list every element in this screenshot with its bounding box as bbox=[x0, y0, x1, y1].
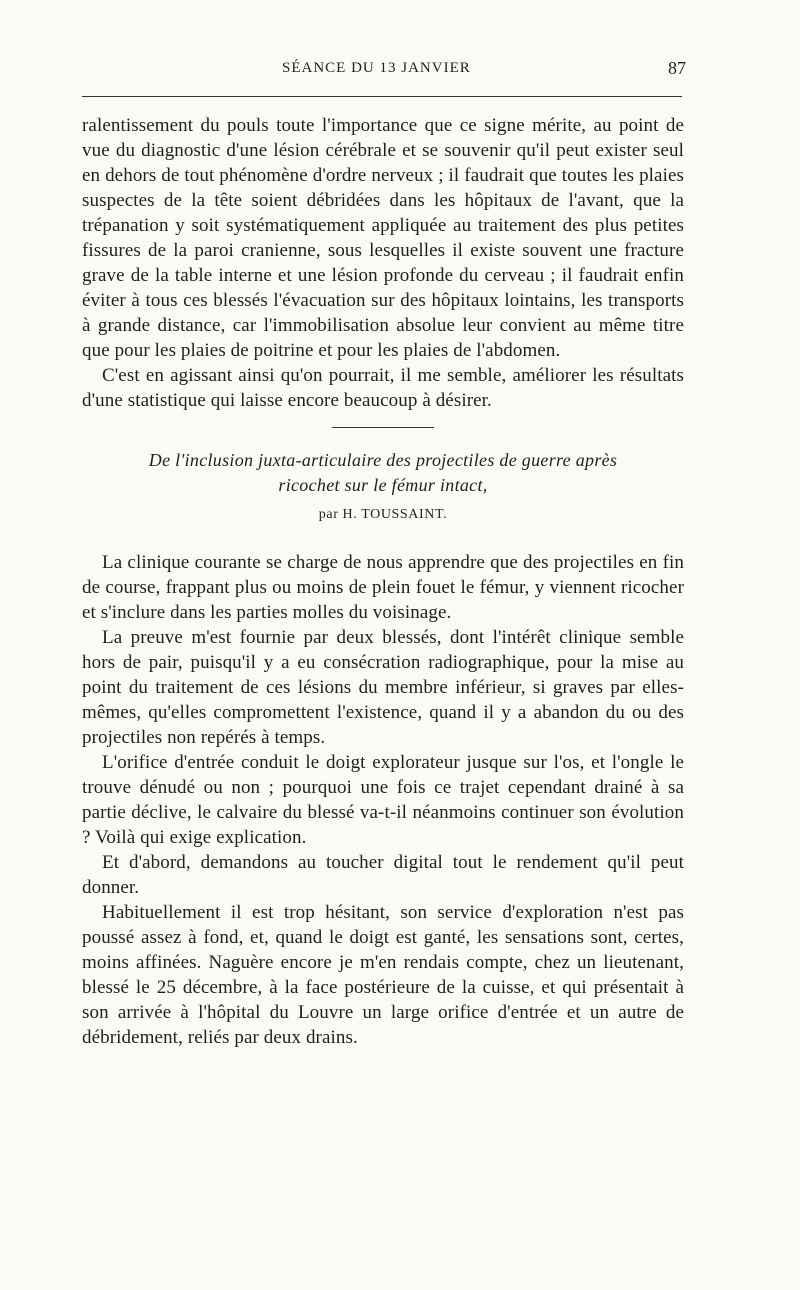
running-head bbox=[82, 58, 686, 86]
article-title-line-2: ricochet sur le fémur intact, bbox=[278, 475, 488, 495]
continued-paragraph: ralentissement du pouls toute l'importance que ce signe mérite, au point de vue du diagnostic d'une lésion cérébrale et se souvenir qu'il peut exister seul en dehors de tout phénomène d'ordre nerveux ; il faudrait que toutes les plaies suspectes de la tête soient débridées dans les hôpitaux de l'avant, que la trépanation y soit systématiquement appliquée au traitement des plus petites fissures de la paroi cranienne, sous lesquelles il existe souvent une fracture grave de la table interne et une lésion profonde du cerveau ; il faudrait enfin éviter à tous ces blessés l'évacuation sur des hôpitaux lointains, les transports à grande distance, car l'immobilisation absolue leur convient au même titre que pour les plaies de poitrine et pour les plaies de l'abdomen. bbox=[82, 115, 684, 361]
article-byline: par H. TOUSSAINT. bbox=[318, 507, 448, 522]
article-title bbox=[82, 448, 684, 498]
page-number: 87 bbox=[668, 58, 686, 78]
article-paragraph: La clinique courante se charge de nous apprendre que des projectiles en fin de course, frappant plus ou moins de plein fouet le fémur, y viennent ricocher et s'inclure dans les parties molles du voisinage. bbox=[82, 552, 684, 623]
article-title-line-1: De l'inclusion juxta-articulaire des projectiles de guerre après bbox=[148, 450, 618, 470]
header-rule bbox=[82, 96, 682, 97]
article-paragraph: La preuve m'est fournie par deux blessés, dont l'intérêt clinique semble hors de pair, puisqu'il y a eu consécration radiographique, pour la mise au point du traitement de ces lésions du membre inférieur, si graves par elles-mêmes, qu'elles compromettent l'existence, quand il y a abandon du ou des projectiles non repérés à temps. bbox=[82, 627, 684, 748]
section-divider bbox=[332, 427, 434, 428]
article-paragraph: Et d'abord, demandons au toucher digital tout le rendement qu'il peut donner. bbox=[82, 852, 684, 898]
running-title: SÉANCE DU 13 JANVIER bbox=[282, 60, 471, 76]
closing-paragraph: C'est en agissant ainsi qu'on pourrait, il me semble, améliorer les résultats d'une statistique qui laisse encore beaucoup à désirer. bbox=[82, 365, 684, 411]
article-paragraph: Habituellement il est trop hésitant, son service d'exploration n'est pas poussé assez à fond, et, quand le doigt est ganté, les sensations sont, certes, moins affinées. Naguère encore je m'en rendais compte, chez un lieutenant, blessé le 25 décembre, à la face postérieure de la cuisse, et qui présentait à son arrivée à l'hôpital du Louvre un large orifice d'entrée et un autre de débridement, reliés par deux drains. bbox=[82, 902, 684, 1048]
page-body bbox=[82, 113, 684, 1050]
article-paragraph: L'orifice d'entrée conduit le doigt explorateur jusque sur l'os, et l'ongle le trouve dénudé ou non ; pourquoi une fois ce trajet cependant drainé à sa partie déclive, le calvaire du blessé va-t-il néanmoins continuer son évolution ? Voilà qui exige explication. bbox=[82, 752, 684, 848]
